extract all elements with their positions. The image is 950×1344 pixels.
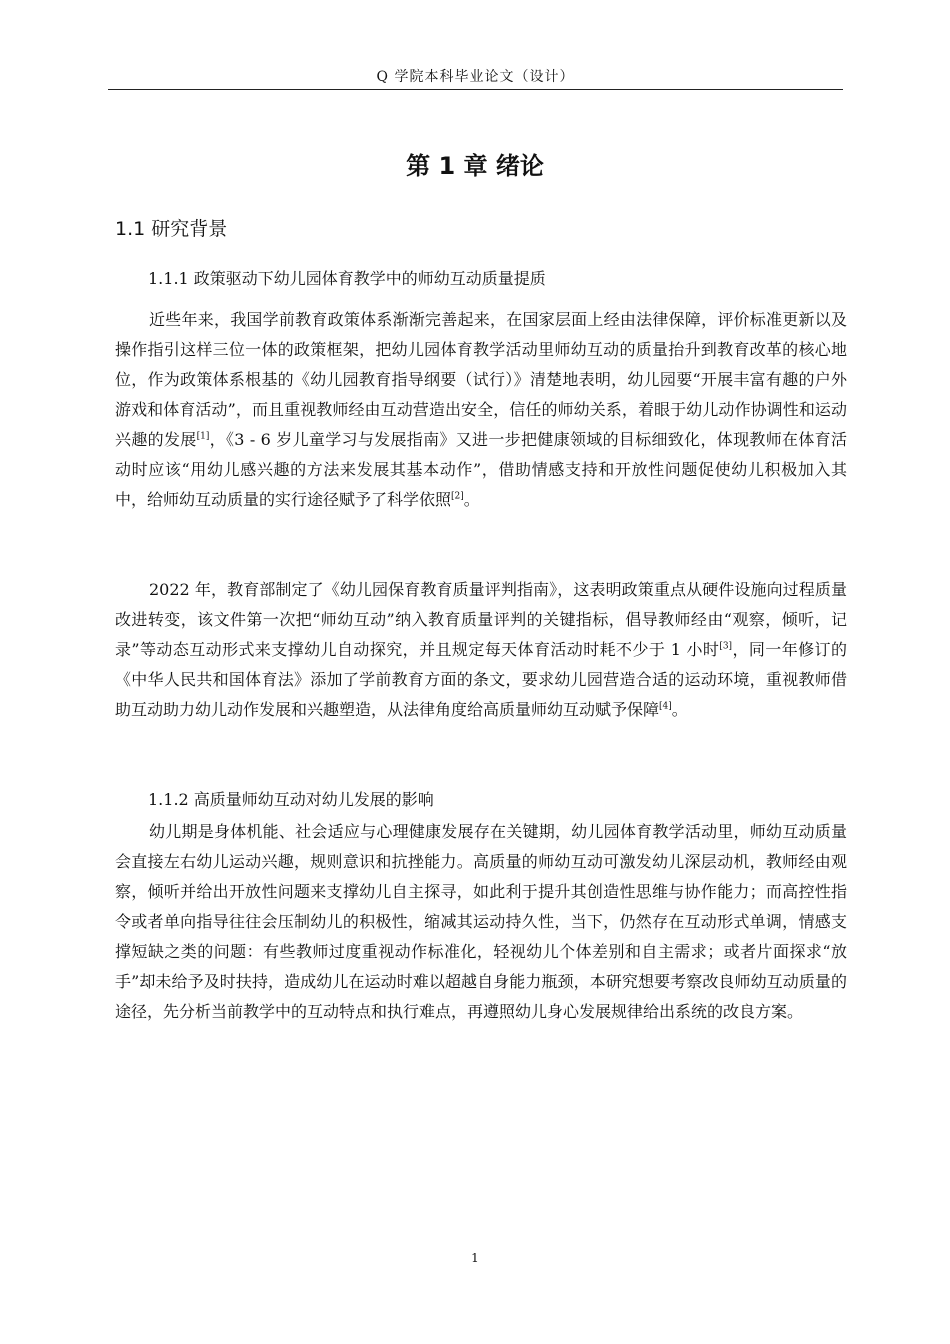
citation: [4]: [659, 701, 672, 712]
subsection-heading-1-1-2: 1.1.2 高质量师幼互动对幼儿发展的影响: [148, 790, 434, 809]
chapter-title: 第 1 章 绪论: [406, 152, 544, 180]
header-rule: [108, 89, 843, 90]
paragraph-text: 。: [671, 700, 688, 719]
subsection-heading-1-1-1: 1.1.1 政策驱动下幼儿园体育教学中的师幼互动质量提质: [148, 269, 546, 288]
section-heading: 1.1 研究背景: [115, 218, 228, 240]
paragraph-child-development: [115, 817, 847, 1027]
paragraph-text: 近些年来，我国学前教育政策体系渐渐完善起来，在国家层面上经由法律保障，评价标准更新以及操作指引这样三位一体的政策框架，把幼儿园体育教学活动里师幼互动的质量抬升到教育改革的核心地位，作为政策体系根基的《幼儿园教育指导纲要（试行）》清楚地表明，幼儿园要“开展丰富有趣的户外游戏和体育活动”，而且重视教师经由互动营造出安全，信任的师幼关系，着眼于幼儿动作协调性和运动兴趣的发展: [115, 310, 847, 449]
paragraph-text: ，同一年修订的《中华人民共和国体育法》添加了学前教育方面的条文，要求幼儿园营造合适的运动环境，重视教师借助互动助力幼儿动作发展和兴趣塑造，从法律角度给高质量师幼互动赋予保障: [115, 640, 847, 719]
paragraph-text: 幼儿期是身体机能、社会适应与心理健康发展存在关键期，幼儿园体育教学活动里，师幼互动质量会直接左右幼儿运动兴趣，规则意识和抗挫能力。高质量的师幼互动可激发幼儿深层动机，教师经由观察，倾听并给出开放性问题来支撑幼儿自主探寻，如此利于提升其创造性思维与协作能力；而高控性指令或者单向指导往往会压制幼儿的积极性，缩减其运动持久性，当下，仍然存在互动形式单调，情感支撑短缺之类的问题：有些教师过度重视动作标准化，轻视幼儿个体差别和自主需求；或者片面探求“放手”却未给予及时扶持，造成幼儿在运动时难以超越自身能力瓶颈，本研究想要考察改良师幼互动质量的途径，先分析当前教学中的互动特点和执行难点，再遵照幼儿身心发展规律给出系统的改良方案。: [115, 822, 847, 1021]
running-header: Q 学院本科毕业论文（设计）: [376, 69, 575, 85]
citation: [1]: [196, 431, 210, 442]
paragraph-text: 2022 年，教育部制定了《幼儿园保育教育质量评判指南》，这表明政策重点从硬件设施向过程质量改进转变，该文件第一次把“师幼互动”纳入教育质量评判的关键指标，倡导教师经由“观察，倾听，记录”等动态互动形式来支撑幼儿自动探究，并且规定每天体育活动时耗不少于 1 小时: [115, 580, 847, 659]
citation: [2]: [451, 491, 464, 502]
paragraph-2022-guidelines: [115, 575, 847, 725]
paragraph-text: 。: [463, 490, 480, 509]
citation: [3]: [719, 641, 733, 652]
paragraph-text: ，《3 - 6 岁儿童学习与发展指南》又进一步把健康领域的目标细致化，体现教师在体育活动时应该“用幼儿感兴趣的方法来发展其基本动作”，借助情感支持和开放性问题促使幼儿积极加入其中，给师幼互动质量的实行途径赋予了科学依照: [115, 430, 847, 509]
paragraph-policy-framework: [115, 305, 847, 515]
page-number: 1: [471, 1251, 479, 1265]
